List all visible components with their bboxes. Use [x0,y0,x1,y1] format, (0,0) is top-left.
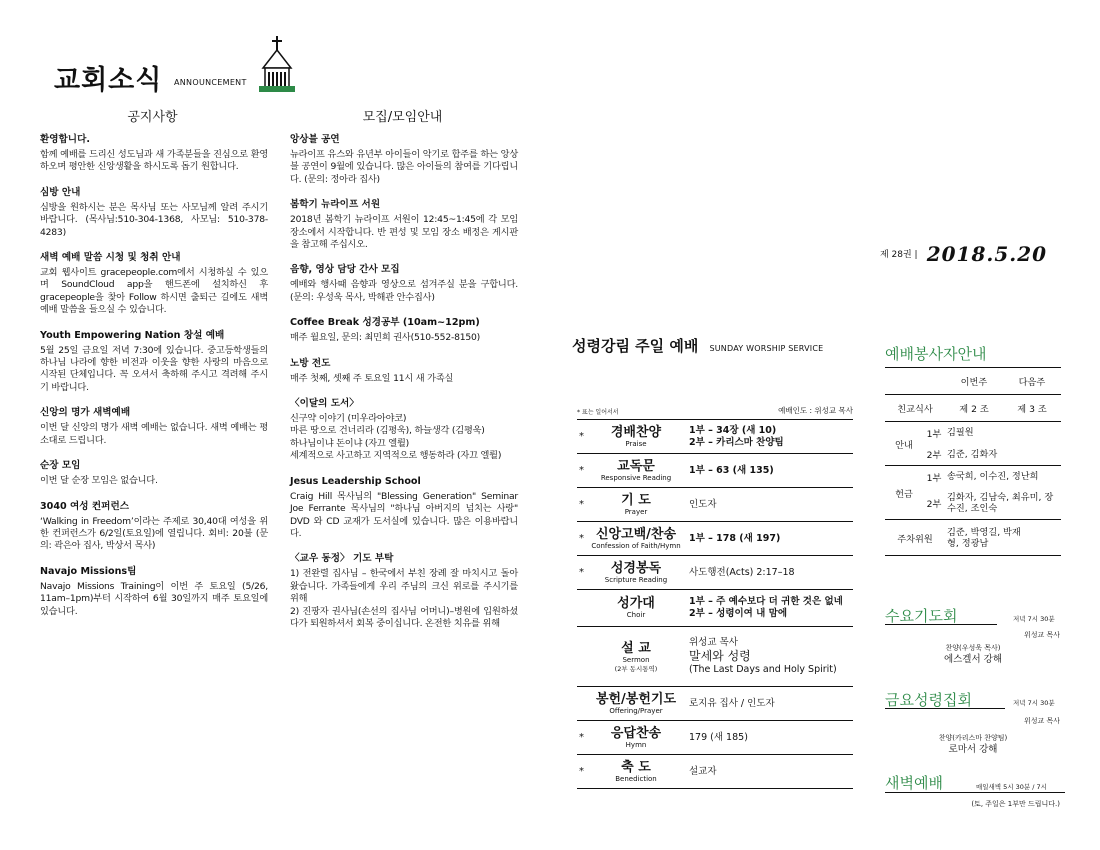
wed-meeting-text: 에스겔서 강해 [943,654,1003,665]
stand-marker: * [579,498,584,510]
order-item-ko: 성가대 [617,596,655,611]
fri-meeting-info [885,733,1061,756]
order-item-en: Sermon [622,655,650,664]
service-title [572,335,823,356]
order-detail: 1부 – 34장 (새 10) [689,424,777,436]
notice-body: 교회 웹사이트 gracepeople.com에서 시청하실 수 있으며 SoundCloud app을 핸드폰에 설치하신 후 gracepeople을 찾아 Follow 하시면 출퇴근 길에도 새벽예배 말씀을 들으실 수 있습니다. [40,267,268,316]
recruit-body: 2018년 봄학기 뉴라이프 서원이 12:45~1:45에 각 모임 장소에서 시작합니다. 반 편성 및 모임 장소 배정은 게시판을 참고해 주십시오. [290,214,518,251]
wed-meeting-time: 저녁 7시 30분 [1013,615,1055,623]
service-title-ko: 성령강림 주일 예배 [572,337,699,355]
order-row [577,687,853,721]
fri-meeting-title: 금요성령집회 [885,691,972,709]
order-row [577,488,853,522]
preacher: 위성교 목사 [689,637,738,648]
issue-volume: 제 28권 | [880,250,918,260]
role-label: 친교식사 [885,395,945,422]
order-detail: 2부 – 성령이여 내 맘에 [689,608,788,619]
order-detail: 1부 – 주 예수보다 더 귀한 것은 없네 [689,596,843,607]
part-label: 2부 [923,488,945,520]
standing-note: * 표는 일어서서 [577,409,619,416]
order-item-en: Offering/Prayer [609,706,663,715]
recruit-title: 음향, 영상 담당 간사 모집 [290,264,400,276]
notice-title: 신앙의 명가 새벽예배 [40,407,131,419]
part-label: 1부 [926,428,942,440]
recruit-title: 노방 전도 [290,357,331,369]
recruit-body: 신구약 이야기 (미우라아야코) 마른 땅으로 건너리라 (김평욱), 하늘생각 (김평욱) 하나님이냐 돈이냐 (자끄 엘륄) 세계적으로 사고하고 지역적으로 행동하라 (자끄 엘륄) [290,413,502,462]
order-row [577,420,853,454]
wed-meeting-rule [885,624,997,625]
sermon-title-en: (The Last Days and Holy Spirit) [689,664,837,675]
service-leader: 예배인도 : 위성교 목사 [778,406,853,415]
fri-meeting-time: 저녁 7시 30분 [1013,699,1055,707]
parking-names: 김준, 박영길, 박재형, 정광남 [945,520,1061,556]
servers-table [885,367,1061,556]
interpretation-note: (2부 동시통역) [614,664,658,673]
offering-names: 김화자, 김남숙, 최유미, 장수진, 조인숙 [945,488,1061,520]
fri-meeting-rule [885,708,1005,709]
role-label: 안내 [885,422,923,466]
servers-row-greeting [885,395,1061,422]
order-row [577,755,853,789]
fri-meeting-text: 로마서 강해 [948,744,998,755]
stand-marker: * [579,532,584,544]
greeting-next-week: 제 3 조 [1003,395,1061,422]
order-row [577,454,853,488]
part-label: 1부 [926,472,942,484]
notice-item [40,252,268,317]
notice-item [40,134,268,174]
order-row-sermon [577,627,853,687]
order-item-ko: 축 도 [621,759,651,775]
recruit-body: 1) 전완렬 집사님 – 한국에서 부친 장례 잘 마치시고 돌아왔습니다. 가족들에게 우리 주님의 크신 위로를 주시기를 위해 2) 진팡자 권사님(손선의 집사님 어머니)–병원에 입원하셨다가 퇴원하셔서 회복 중이십니다. 온전한 치유를 위해 [290,568,518,629]
order-detail: 인도자 [689,498,717,510]
order-row [577,721,853,755]
order-item-ko: 경배찬양 [610,424,662,440]
wed-meeting-title: 수요기도회 [885,607,958,625]
order-item-ko: 응답찬송 [610,725,662,741]
order-detail: 179 (새 185) [689,731,748,743]
recruit-body: 매주 첫째, 셋째 주 토요일 11시 새 가족실 [290,372,454,384]
offering-names: 송국희, 이수진, 정난희 [947,471,1039,483]
stand-marker: * [579,464,584,476]
notice-item [40,566,268,618]
order-detail: 사도행전(Acts) 2:17–18 [689,566,795,578]
notice-body: 5월 25일 금요일 저녁 7:30에 있습니다. 중고등학생들의 하나님 나라에 향한 비전과 이웃을 향한 사랑의 마음으로 시작된 단체입니다. 꼭 오셔서 축하해 주시고 격려해 주시기 바랍니다. [40,344,268,393]
recruit-title: Coffee Break 성경공부 (10am~12pm) [290,317,480,329]
recruit-body: 예배와 행사때 음향과 영상으로 섬겨주실 분을 구합니다. (문의: 우성욱 목사, 박해관 안수집사) [290,279,518,303]
sermon-title: 말세와 성령 [689,649,751,663]
announcement-title: 교회소식 [54,65,163,96]
recruit-item [290,264,518,304]
next-week-header: 다음주 [1003,368,1061,395]
notice-title: 3040 여성 컨퍼런스 [40,500,129,512]
announcement-subtitle: ANNOUNCEMENT [174,78,247,87]
servers-row-offering-1 [885,466,1061,488]
notice-title: 새벽 예배 말씀 시청 및 청취 안내 [40,252,181,264]
issue-info [880,242,1050,266]
order-of-worship [577,419,853,789]
usher-names: 김준, 김화자 [945,444,1061,466]
order-detail: 1부 – 178 (새 197) [689,532,781,544]
order-item-en: Prayer [624,507,648,516]
servers-header-row [885,368,1061,395]
notice-title: Navajo Missions팀 [40,565,137,577]
notice-body: 이번 달 순장 모임은 없습니다. [40,475,158,487]
order-detail: 1부 – 63 (새 135) [689,464,774,476]
wed-meeting-praise: 찬양(우성욱 목사) [945,644,1001,652]
recruit-title: 앙상블 공연 [290,134,340,145]
recruit-title: 〈교우 동정〉 기도 부탁 [290,553,394,565]
notice-title: Youth Empowering Nation 창설 예배 [40,329,225,341]
dawn-service-rule [885,792,1065,793]
recruit-title: 봄학기 뉴라이프 서원 [290,199,381,211]
order-item-en: Hymn [625,740,647,749]
notice-title: 순장 모임 [40,460,81,472]
notice-body: 이번 달 신앙의 명가 새벽 예배는 없습니다. 새벽 예배는 평소대로 드립니다. [40,422,268,446]
role-label: 주차위원 [885,520,945,556]
servers-row-parking [885,520,1061,556]
notice-title: 심방 안내 [40,186,81,198]
notice-item [40,187,268,239]
recruit-item [290,398,518,463]
recruit-item [290,358,518,385]
notice-item [40,460,268,487]
recruit-item [290,199,518,251]
recruit-heading: 모집/모임안내 [362,110,443,125]
order-row [577,522,853,556]
order-item-en: Praise [625,439,647,448]
notice-item [40,501,268,553]
stand-marker: * [579,765,584,777]
order-item-ko: 신앙고백/찬송 [595,526,677,542]
notice-item [40,407,268,447]
fri-meeting-leader: 위성교 목사 [1023,717,1060,725]
recruit-body: 뉴라이프 유스와 유년부 아이들이 악기로 합주를 하는 앙상블 공연이 9월에 있습니다. 많은 아이들의 참여를 기다립니다. (문의: 정아라 집사) [290,149,518,185]
order-detail: 로지유 집사 / 인도자 [689,697,775,709]
usher-names: 김필원 [947,427,974,439]
notice-column [40,134,268,631]
service-title-en: SUNDAY WORSHIP SERVICE [709,344,824,353]
servers-title: 예배봉사자안내 [885,345,987,363]
order-item-en: Choir [626,611,646,619]
notice-body: Navajo Missions Training이 이번 주 토요일 (5/26, 11am–1pm)부터 시작하여 6월 30일까지 매주 토요일에 있습니다. [40,580,268,617]
wed-meeting-info [885,643,1061,666]
recruit-body: 매주 월요일, 문의: 최민희 권사(510-552-8150) [290,332,481,344]
recruit-column [290,134,518,643]
stand-marker: * [579,731,584,743]
order-detail: 설교자 [689,765,717,777]
dawn-service-note: (토, 주일은 1부만 드립니다.) [971,800,1060,808]
recruit-body: Craig Hill 목사님의 "Blessing Generation" Seminar Joe Ferrante 목사님의 "하나님 아버지의 넘치는 사랑" DVD 와 CD 교재가 도서실에 있습니다. 많은 이용바랍니다. [290,490,518,539]
greeting-this-week: 제 2 조 [945,395,1003,422]
notice-heading: 공지사항 [127,110,178,125]
order-item-ko: 기 도 [621,492,651,508]
servers-row-usher-1 [885,422,1061,444]
order-item-ko: 교독문 [617,458,655,474]
notice-item [40,330,268,395]
dawn-service-title: 새벽예배 [885,774,943,792]
role-label: 헌금 [885,466,923,520]
stand-marker: * [579,566,584,578]
order-item-ko: 봉헌/봉헌기도 [595,691,677,707]
this-week-header: 이번주 [945,368,1003,395]
notice-body: 심방을 원하시는 분은 목사님 또는 사모님께 알려 주시기 바랍니다. (목사님:510-304-1368, 사모님: 510-378-4283) [40,201,268,238]
stand-marker: * [579,430,584,442]
order-item-ko: 설 교 [621,640,651,656]
recruit-item [290,134,518,186]
recruit-title: Jesus Leadership School [290,475,421,487]
notice-body: ‘Walking in Freedom’이라는 주제로 30,40대 여성을 위한 컨퍼런스가 6/2일(토요일)에 열립니다. 회비: 20불 (문의: 곽은아 집사, 박상서 목사) [40,515,268,552]
order-item-en: Scripture Reading [604,575,668,584]
part-label: 2부 [923,444,945,466]
recruit-item [290,317,518,344]
dawn-service-time: 매일새벽 5시 30분 / 7시 [976,783,1047,791]
notice-body: 함께 예배를 드리신 성도님과 새 가족분들을 진심으로 환영하오며 평안한 신앙생활을 하시도록 돕기 원합니다. [40,149,268,173]
order-item-ko: 성경봉독 [610,560,662,576]
issue-date: 2018.5.20 [926,242,1048,266]
church-icon [259,36,295,92]
order-row [577,590,853,627]
notice-title: 환영합니다. [40,134,90,145]
order-item-en: Benediction [615,774,657,783]
recruit-title: 〈이달의 도서〉 [290,398,359,410]
order-item-en: Confession of Faith/Hymn [591,541,681,550]
recruit-item [290,553,518,630]
fri-meeting-praise: 찬양(카리스마 찬양팀) [938,734,1008,742]
wed-meeting-leader: 위성교 목사 [1023,631,1060,639]
recruit-item [290,476,518,541]
order-row [577,556,853,590]
order-item-en: Responsive Reading [600,473,672,482]
order-detail: 2부 – 카리스마 찬양팀 [689,436,784,448]
